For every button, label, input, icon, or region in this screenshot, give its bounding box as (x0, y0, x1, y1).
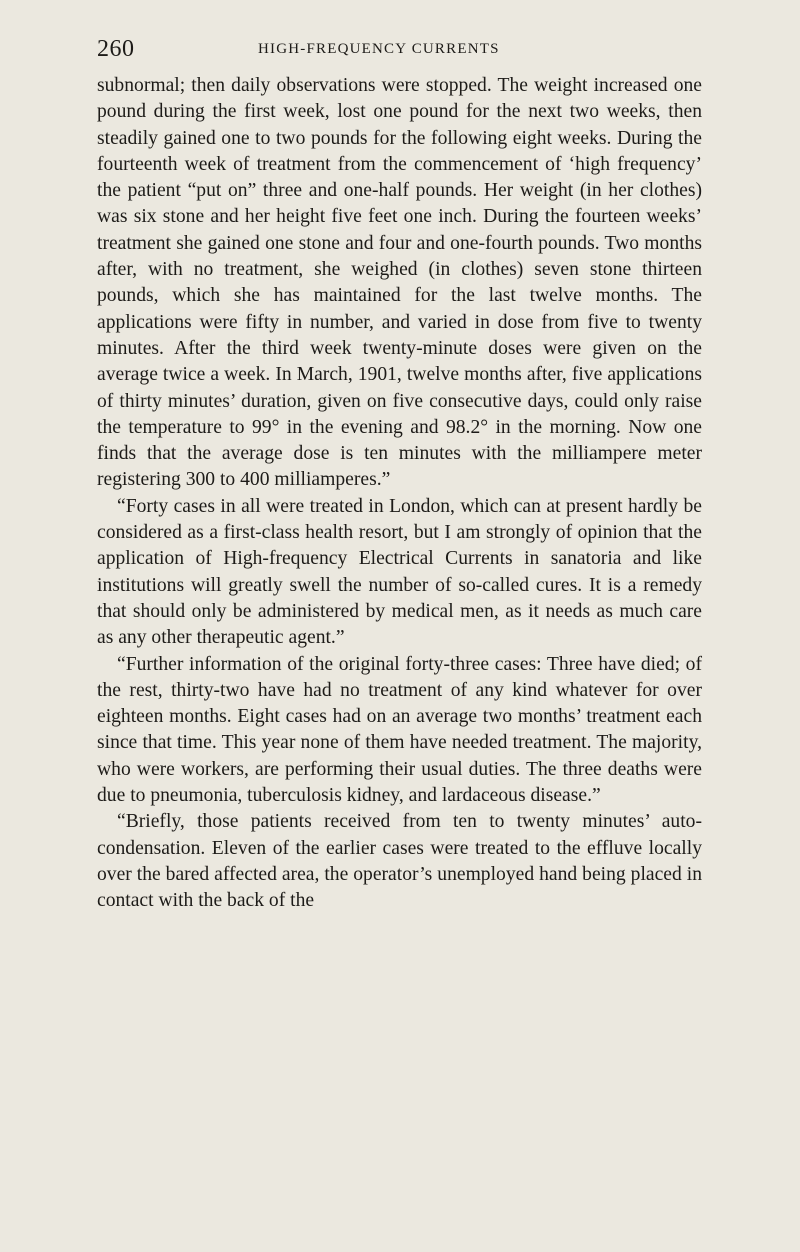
running-head: HIGH-FREQUENCY CURRENTS (258, 41, 500, 57)
paragraph: “Further information of the original forty-three cases: Three have died; of the rest, thirty-two have had no treatment of any kind whatever for over eighteen months. Eight cases had on an average two months’ treatment each since that time. This year none of them have needed treatment. The majority, who were workers, are performing their usual duties. The three deaths were due to pneumonia, tuberculosis kidney, and lardaceous disease.” (97, 653, 702, 807)
paragraph: “Briefly, those patients received from ten to twenty minutes’ auto-condensation. Eleven of the earlier cases were treated to the effluve locally over the bared affected area, the operator’s unemployed hand being placed in contact with the back of the (97, 811, 702, 912)
page-number: 260 (97, 36, 135, 62)
paragraph: subnormal; then daily observations were stopped. The weight increased one pound during the first week, lost one pound for the next two weeks, then steadily gained one to two pounds for the following eight weeks. During the fourteenth week of treatment from the commencement of ‘high frequency’ the patient “put on” three and one-half pounds. Her weight (in her clothes) was six stone and her height five feet one inch. During the fourteen weeks’ treatment she gained one stone and four and one-fourth pounds. Two months after, with no treatment, she weighed (in clothes) seven stone thirteen pounds, which she has maintained for the last twelve months. The applications were fifty in number, and varied in dose from five to twenty minutes. After the third week twenty-minute doses were given on the average twice a week. In March, 1901, twelve months after, five applications of thirty minutes’ duration, given on five consecutive days, could only raise the temperature to 99° in the evening and 98.2° in the morning. Now one finds that the average dose is ten minutes with the milliampere meter registering 300 to 400 milliamperes.” (97, 75, 702, 491)
paragraph: “Forty cases in all were treated in London, which can at present hardly be considered as a first-class health resort, but I am strongly of opinion that the application of High-frequency Electrical Currents in sanatoria and like institutions will greatly swell the number of so-called cures. It is a remedy that should only be administered by medical men, as it needs as much care as any other therapeutic agent.” (97, 495, 702, 649)
page-header (97, 36, 703, 62)
body-text (97, 73, 702, 915)
